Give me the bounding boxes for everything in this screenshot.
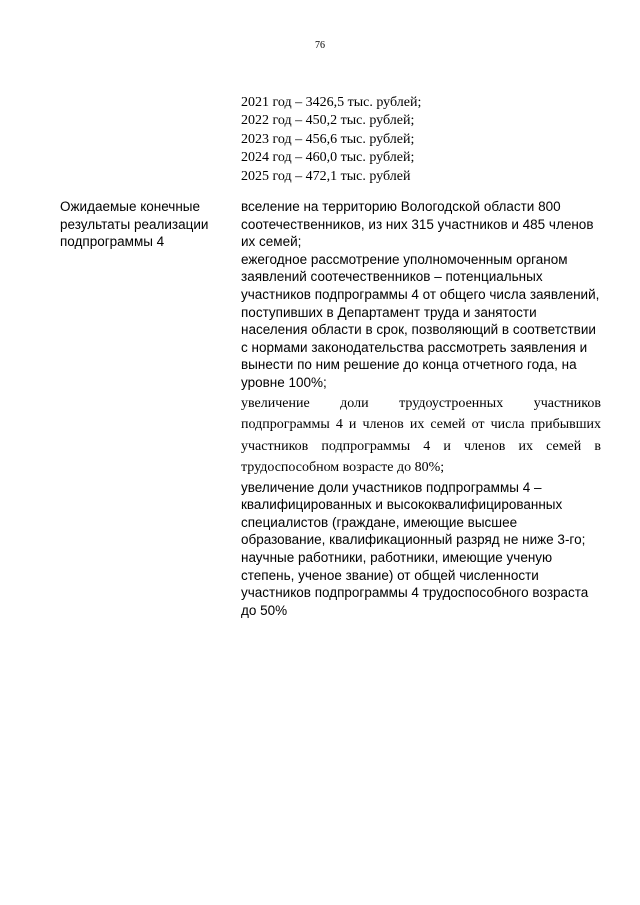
funding-line-2022: 2022 год – 450,2 тыс. рублей; bbox=[241, 113, 415, 129]
result-qualified-specialists: увеличение доли участников подпрограммы 4 – квалифицированных и высококвалифицированных специалистов (граждане, имеющие высшее образование, квалификационный разряд не ниже 3-го; научные работники, работники, имеющие ученую степень, ученое звание) от общей численности участников подпрограммы 4 трудоспособного возраста до 50% bbox=[241, 479, 589, 618]
expected-results-list bbox=[241, 198, 601, 619]
funding-by-year-list bbox=[241, 94, 601, 186]
expected-results-label: Ожидаемые конечные результаты реализации подпрограммы 4 bbox=[60, 199, 209, 250]
result-resettlement: вселение на территорию Вологодской области 800 соотечественников, из них 315 участников и 485 членов их семей; bbox=[241, 199, 594, 250]
funding-line-2024: 2024 год – 460,0 тыс. рублей; bbox=[241, 150, 415, 166]
result-application-review: ежегодное рассмотрение уполномоченным органом заявлений соотечественников – потенциальных участников подпрограммы 4 от общего числа заявлений, поступивших в Департамент труда и занятости населения области в срок, позволяющий в соответствии с нормами законодательства рассмотреть заявления и вынести по ним решение до конца отчетного года, на уровне 100%; bbox=[241, 251, 600, 390]
result-employment-share: увеличение доли трудоустроенных участников подпрограммы 4 и членов их семей от числа прибывших участников подпрограммы 4 и членов их семей в трудоспособном возрасте до 80%; bbox=[241, 395, 601, 476]
funding-line-2023: 2023 год – 456,6 тыс. рублей; bbox=[241, 131, 415, 147]
page-number: 76 bbox=[315, 40, 325, 51]
funding-line-2025: 2025 год – 472,1 тыс. рублей bbox=[241, 168, 411, 184]
funding-line-2021: 2021 год – 3426,5 тыс. рублей; bbox=[241, 95, 422, 110]
